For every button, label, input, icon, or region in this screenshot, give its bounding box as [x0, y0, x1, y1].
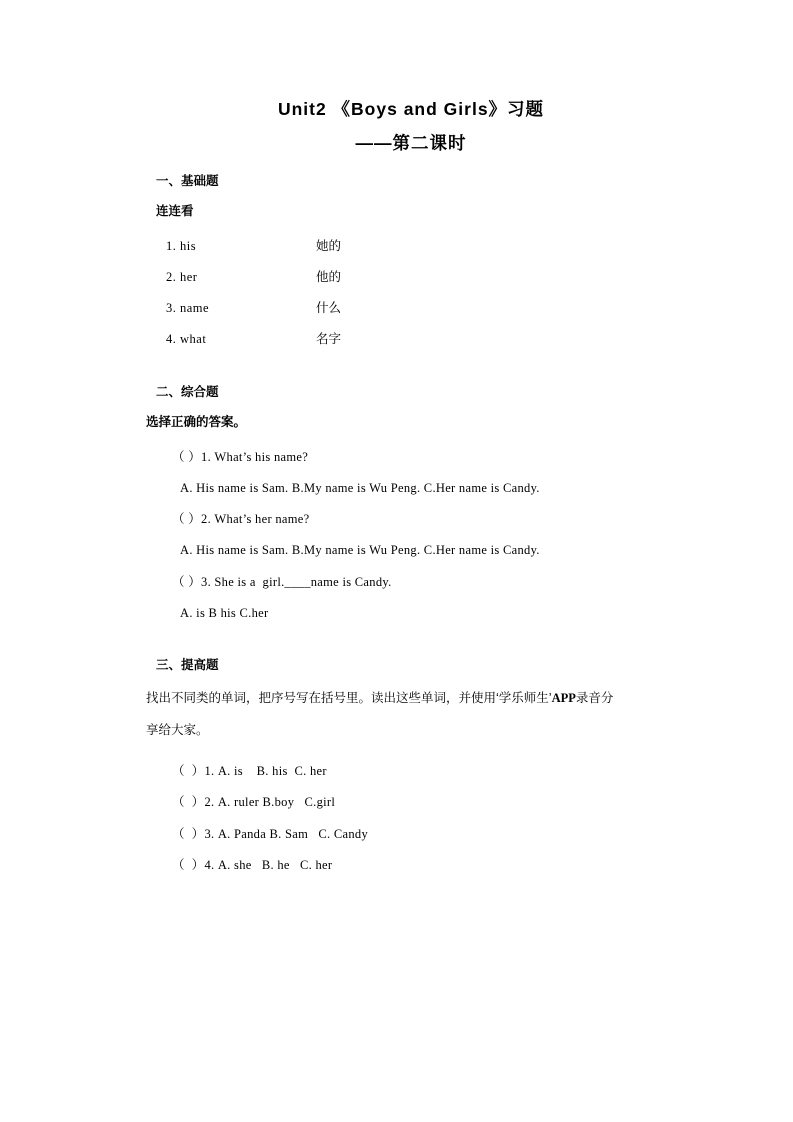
question-options: A. His name is Sam. B.My name is Wu Peng. C.Her name is Candy. [180, 480, 540, 495]
section-spacer [146, 356, 676, 382]
question-stem: （ ）3. She is a girl.____name is Candy. [172, 574, 392, 589]
section-2-subheading: 选择正确的答案。 [146, 414, 247, 429]
list-item [146, 262, 676, 293]
list-item [146, 324, 676, 355]
section-3-instruction [146, 685, 676, 713]
match-left-word: 2. her [166, 269, 198, 284]
list-item [146, 293, 676, 324]
instruction-part-2: 录音分 [575, 691, 614, 705]
section-spacer [146, 629, 676, 655]
page-title: Unit2 《Boys and Girls》习题 [277, 99, 545, 119]
question-stem: （ ）3. A. Panda B. Sam C. Candy [172, 826, 369, 841]
question-stem: （ ）1. A. is B. his C. her [172, 764, 327, 778]
section-heading-3: 三、提高题 [156, 658, 219, 672]
document-body [146, 96, 676, 881]
match-right-word: 什么 [316, 301, 342, 315]
list-item [146, 231, 676, 262]
section-heading-2: 二、综合题 [156, 384, 219, 399]
instruction-part-1: 找出不同类的单词，把序号写在括号里。读出这些单词，并使用‘学乐师生’ [146, 691, 552, 705]
section-3-instruction-cont: 享给大家。 [146, 722, 209, 737]
question-stem: （ ）2. What’s her name? [172, 512, 310, 526]
question-stem: （ ）4. A. she B. he C. her [172, 857, 333, 872]
match-left-word: 3. name [166, 301, 210, 315]
section-heading-1: 一、基础题 [156, 173, 219, 188]
question-stem: （ ）2. A. ruler B.boy C.girl [172, 795, 336, 810]
spacer [146, 748, 676, 756]
match-left-word: 4. what [166, 332, 207, 347]
question-options: A. His name is Sam. B.My name is Wu Peng. C.Her name is Candy. [180, 543, 540, 558]
section-1-subheading: 连连看 [156, 203, 194, 218]
match-left-word: 1. his [166, 238, 197, 253]
matching-list [146, 231, 676, 356]
page-subtitle: ——第二课时 [355, 133, 467, 154]
match-right-word: 她的 [316, 238, 342, 253]
instruction-app-label: APP [551, 691, 576, 705]
match-right-word: 他的 [316, 269, 342, 284]
question-stem: （ ）1. What’s his name? [172, 449, 309, 464]
match-right-word: 名字 [316, 332, 342, 347]
question-options: A. is B his C.her [180, 605, 269, 620]
